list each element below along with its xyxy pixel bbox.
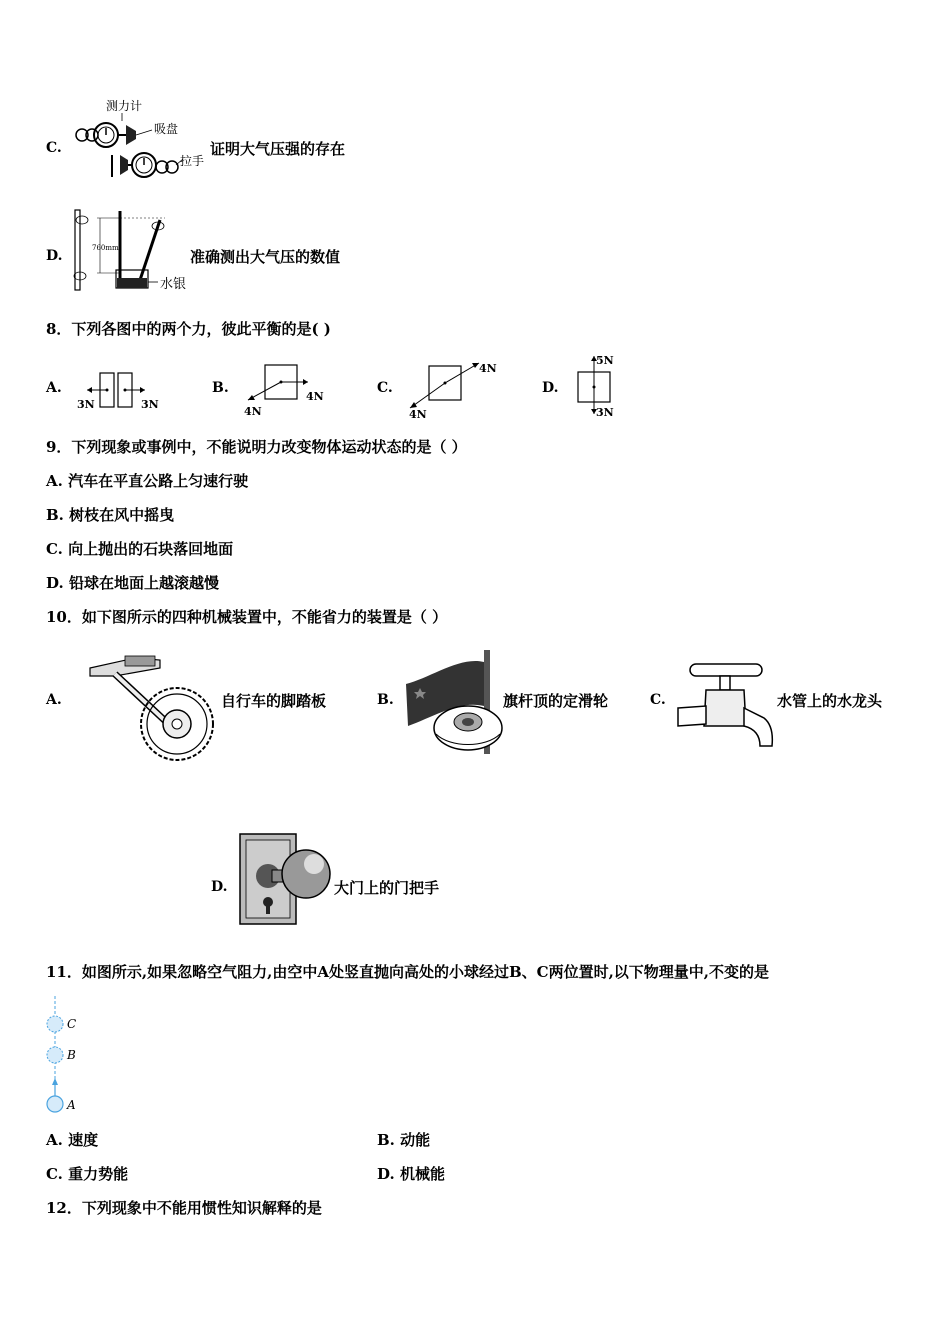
q11-ball-figure [40, 996, 100, 1116]
q10-option-b-letter: B. [377, 692, 394, 708]
flagpole-pulley-figure [400, 648, 500, 756]
q10-option-c-text: 水管上的水龙头 [777, 692, 883, 710]
bicycle-pedal-figure [85, 648, 220, 756]
force-label-b2: 4N [306, 390, 324, 403]
q8-figure-d [570, 350, 630, 422]
force-label-d2: 3N [596, 406, 614, 419]
q9-option-d: D. 铅球在地面上越滚越慢 [46, 574, 219, 592]
q9-option-b: B. 树枝在风中摇曳 [46, 506, 175, 524]
q10-option-d-text: 大门上的门把手 [334, 879, 440, 897]
q7-option-c-text: 证明大气压强的存在 [210, 140, 346, 158]
force-label-c1: 4N [409, 408, 427, 421]
label-760mm: 760mm [92, 244, 119, 252]
q8-figure-a [75, 368, 165, 413]
q11-option-a: A. 速度 [46, 1131, 99, 1149]
q8-option-c-letter: C. [377, 380, 393, 396]
point-a: A [67, 1098, 76, 1112]
q8-option-b-letter: B. [212, 380, 229, 396]
q12-stem: 12．下列现象中不能用惯性知识解释的是 [46, 1199, 322, 1217]
q7-d-figure [70, 208, 190, 298]
q10-option-a-letter: A. [46, 692, 62, 708]
q8-option-a-letter: A. [46, 380, 62, 396]
force-label-a1: 3N [77, 398, 95, 411]
q7-option-d-letter: D. [46, 248, 63, 264]
force-label-d1: 5N [596, 354, 614, 367]
q11-stem: 11．如图所示,如果忽略空气阻力,由空中A处竖直抛向高处的小球经过B、C两位置时,以下物理量中,不变的是 [46, 963, 770, 981]
q10-option-b-text: 旗杆顶的定滑轮 [503, 692, 609, 710]
q11-option-c: C. 重力势能 [46, 1165, 129, 1183]
label-handle: 拉手 [180, 154, 205, 168]
label-meter: 测力计 [106, 99, 143, 113]
point-c: C [67, 1017, 77, 1031]
force-label-a2: 3N [141, 398, 159, 411]
q8-stem: 8．下列各图中的两个力，彼此平衡的是( ) [46, 320, 331, 338]
q11-option-b: B. 动能 [377, 1131, 431, 1149]
force-label-c2: 4N [479, 362, 497, 375]
q8-option-d-letter: D. [542, 380, 559, 396]
q10-option-c-letter: C. [650, 692, 666, 708]
q8-figure-c [405, 358, 505, 420]
q7-option-d-text: 准确测出大气压的数值 [190, 248, 341, 266]
force-label-b1: 4N [244, 405, 262, 418]
point-b: B [67, 1048, 76, 1062]
q10-stem: 10．如下图所示的四种机械装置中，不能省力的装置是（ ） [46, 608, 448, 626]
q7-c-figure [70, 95, 210, 190]
label-mercury: 水银 [160, 277, 187, 292]
q10-option-d-letter: D. [211, 879, 228, 895]
q11-option-d: D. 机械能 [377, 1165, 445, 1183]
q9-option-c: C. 向上抛出的石块落回地面 [46, 540, 234, 558]
label-suction: 吸盘 [154, 122, 179, 136]
q8-figure-b [240, 360, 330, 420]
q9-stem: 9．下列现象或事例中，不能说明力改变物体运动状态的是（ ） [46, 438, 467, 456]
door-knob-figure [238, 832, 334, 926]
q10-option-a-text: 自行车的脚踏板 [221, 692, 327, 710]
q7-option-c-letter: C. [46, 140, 62, 156]
q9-option-a: A. 汽车在平直公路上匀速行驶 [46, 472, 249, 490]
water-faucet-figure [676, 656, 776, 754]
